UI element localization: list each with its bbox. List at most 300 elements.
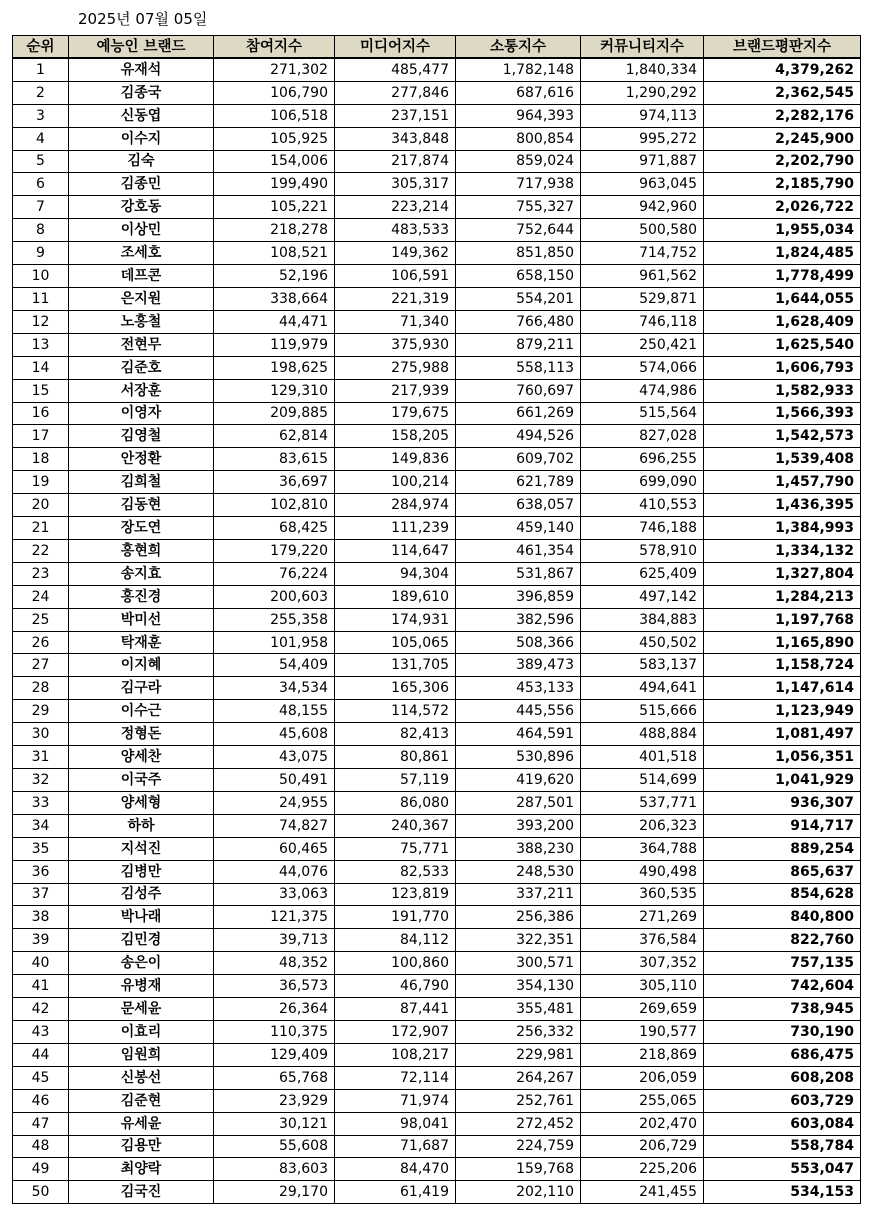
brand-reputation-cell: 1,955,034 — [704, 219, 861, 242]
brand-reputation-cell: 2,362,545 — [704, 81, 861, 104]
media-cell: 57,119 — [335, 769, 456, 792]
media-cell: 71,340 — [335, 310, 456, 333]
brand-reputation-cell: 2,245,900 — [704, 127, 861, 150]
brand-reputation-cell: 1,147,614 — [704, 677, 861, 700]
communication-cell: 354,130 — [456, 975, 581, 998]
brand-reputation-cell: 686,475 — [704, 1043, 861, 1066]
community-cell: 190,577 — [581, 1020, 704, 1043]
communication-cell: 256,386 — [456, 906, 581, 929]
rank-cell: 14 — [13, 356, 69, 379]
communication-cell: 717,938 — [456, 173, 581, 196]
rank-cell: 8 — [13, 219, 69, 242]
brand-name-cell: 이지혜 — [69, 654, 214, 677]
media-cell: 61,419 — [335, 1181, 456, 1204]
community-cell: 225,206 — [581, 1158, 704, 1181]
brand-reputation-cell: 1,436,395 — [704, 494, 861, 517]
participation-cell: 30,121 — [214, 1112, 335, 1135]
community-cell: 699,090 — [581, 471, 704, 494]
brand-reputation-cell: 1,081,497 — [704, 723, 861, 746]
table-row — [13, 906, 861, 929]
media-cell: 84,112 — [335, 929, 456, 952]
media-cell: 84,470 — [335, 1158, 456, 1181]
table-row — [13, 356, 861, 379]
communication-cell: 687,616 — [456, 81, 581, 104]
rank-cell: 42 — [13, 998, 69, 1021]
brand-reputation-cell: 2,185,790 — [704, 173, 861, 196]
media-cell: 82,413 — [335, 723, 456, 746]
table-row — [13, 929, 861, 952]
community-cell: 583,137 — [581, 654, 704, 677]
community-cell: 241,455 — [581, 1181, 704, 1204]
communication-cell: 554,201 — [456, 287, 581, 310]
participation-cell: 108,521 — [214, 242, 335, 265]
community-cell: 995,272 — [581, 127, 704, 150]
brand-reputation-cell: 608,208 — [704, 1066, 861, 1089]
brand-reputation-cell: 1,197,768 — [704, 608, 861, 631]
media-cell: 221,319 — [335, 287, 456, 310]
participation-cell: 55,608 — [214, 1135, 335, 1158]
participation-cell: 62,814 — [214, 425, 335, 448]
participation-cell: 60,465 — [214, 837, 335, 860]
media-cell: 114,647 — [335, 539, 456, 562]
community-cell: 963,045 — [581, 173, 704, 196]
brand-name-cell: 박나래 — [69, 906, 214, 929]
participation-cell: 119,979 — [214, 333, 335, 356]
brand-reputation-cell: 1,542,573 — [704, 425, 861, 448]
brand-reputation-cell: 558,784 — [704, 1135, 861, 1158]
brand-reputation-cell: 1,165,890 — [704, 631, 861, 654]
community-cell: 250,421 — [581, 333, 704, 356]
table-row — [13, 1020, 861, 1043]
table-row — [13, 723, 861, 746]
participation-cell: 199,490 — [214, 173, 335, 196]
rank-cell: 30 — [13, 723, 69, 746]
community-cell: 514,699 — [581, 769, 704, 792]
brand-name-cell: 김민경 — [69, 929, 214, 952]
participation-cell: 65,768 — [214, 1066, 335, 1089]
media-cell: 284,974 — [335, 494, 456, 517]
brand-name-cell: 김종민 — [69, 173, 214, 196]
communication-cell: 760,697 — [456, 379, 581, 402]
rank-cell: 11 — [13, 287, 69, 310]
community-cell: 271,269 — [581, 906, 704, 929]
media-cell: 105,065 — [335, 631, 456, 654]
table-row — [13, 402, 861, 425]
participation-cell: 101,958 — [214, 631, 335, 654]
rank-cell: 10 — [13, 265, 69, 288]
communication-cell: 229,981 — [456, 1043, 581, 1066]
rank-cell: 35 — [13, 837, 69, 860]
media-cell: 111,239 — [335, 517, 456, 540]
header-row — [13, 36, 861, 59]
brand-reputation-cell: 1,625,540 — [704, 333, 861, 356]
media-cell: 483,533 — [335, 219, 456, 242]
community-cell: 971,887 — [581, 150, 704, 173]
brand-name-cell: 정형돈 — [69, 723, 214, 746]
media-cell: 275,988 — [335, 356, 456, 379]
participation-cell: 74,827 — [214, 814, 335, 837]
brand-name-cell: 김준호 — [69, 356, 214, 379]
media-cell: 158,205 — [335, 425, 456, 448]
brand-name-cell: 김숙 — [69, 150, 214, 173]
communication-cell: 248,530 — [456, 860, 581, 883]
rank-cell: 48 — [13, 1135, 69, 1158]
community-cell: 384,883 — [581, 608, 704, 631]
brand-name-cell: 문세윤 — [69, 998, 214, 1021]
table-row — [13, 539, 861, 562]
participation-cell: 52,196 — [214, 265, 335, 288]
brand-name-cell: 김국진 — [69, 1181, 214, 1204]
brand-reputation-cell: 1,123,949 — [704, 700, 861, 723]
participation-cell: 83,615 — [214, 448, 335, 471]
communication-cell: 464,591 — [456, 723, 581, 746]
brand-name-cell: 데프콘 — [69, 265, 214, 288]
communication-cell: 766,480 — [456, 310, 581, 333]
participation-cell: 154,006 — [214, 150, 335, 173]
brand-name-cell: 장도연 — [69, 517, 214, 540]
rank-cell: 22 — [13, 539, 69, 562]
table-row — [13, 746, 861, 769]
communication-cell: 453,133 — [456, 677, 581, 700]
rank-cell: 43 — [13, 1020, 69, 1043]
communication-cell: 755,327 — [456, 196, 581, 219]
brand-name-cell: 김동현 — [69, 494, 214, 517]
table-row — [13, 127, 861, 150]
table-row — [13, 425, 861, 448]
participation-cell: 105,221 — [214, 196, 335, 219]
table-row — [13, 310, 861, 333]
header-participation: 참여지수 — [214, 36, 335, 59]
rank-cell: 27 — [13, 654, 69, 677]
table-row — [13, 81, 861, 104]
communication-cell: 256,332 — [456, 1020, 581, 1043]
community-cell: 307,352 — [581, 952, 704, 975]
brand-name-cell: 탁재훈 — [69, 631, 214, 654]
brand-reputation-cell: 1,824,485 — [704, 242, 861, 265]
brand-name-cell: 임원희 — [69, 1043, 214, 1066]
media-cell: 114,572 — [335, 700, 456, 723]
table-row — [13, 471, 861, 494]
community-cell: 974,113 — [581, 104, 704, 127]
community-cell: 202,470 — [581, 1112, 704, 1135]
community-cell: 305,110 — [581, 975, 704, 998]
community-cell: 490,498 — [581, 860, 704, 883]
brand-name-cell: 김구라 — [69, 677, 214, 700]
participation-cell: 200,603 — [214, 585, 335, 608]
media-cell: 80,861 — [335, 746, 456, 769]
community-cell: 746,188 — [581, 517, 704, 540]
brand-reputation-cell: 889,254 — [704, 837, 861, 860]
community-cell: 376,584 — [581, 929, 704, 952]
community-cell: 474,986 — [581, 379, 704, 402]
table-row — [13, 631, 861, 654]
community-cell: 494,641 — [581, 677, 704, 700]
rank-cell: 26 — [13, 631, 69, 654]
participation-cell: 83,603 — [214, 1158, 335, 1181]
brand-name-cell: 송은이 — [69, 952, 214, 975]
table-row — [13, 769, 861, 792]
rank-cell: 32 — [13, 769, 69, 792]
brand-name-cell: 유세윤 — [69, 1112, 214, 1135]
brand-reputation-cell: 1,566,393 — [704, 402, 861, 425]
community-cell: 450,502 — [581, 631, 704, 654]
brand-name-cell: 김병만 — [69, 860, 214, 883]
brand-name-cell: 이수지 — [69, 127, 214, 150]
communication-cell: 752,644 — [456, 219, 581, 242]
brand-reputation-cell: 1,158,724 — [704, 654, 861, 677]
community-cell: 364,788 — [581, 837, 704, 860]
rank-cell: 7 — [13, 196, 69, 219]
participation-cell: 68,425 — [214, 517, 335, 540]
table-row — [13, 242, 861, 265]
brand-name-cell: 김희철 — [69, 471, 214, 494]
participation-cell: 271,302 — [214, 58, 335, 81]
rank-cell: 13 — [13, 333, 69, 356]
rank-cell: 46 — [13, 1089, 69, 1112]
rank-cell: 49 — [13, 1158, 69, 1181]
header-media: 미디어지수 — [335, 36, 456, 59]
rank-cell: 50 — [13, 1181, 69, 1204]
media-cell: 191,770 — [335, 906, 456, 929]
communication-cell: 658,150 — [456, 265, 581, 288]
media-cell: 179,675 — [335, 402, 456, 425]
brand-name-cell: 이상민 — [69, 219, 214, 242]
community-cell: 574,066 — [581, 356, 704, 379]
table-row — [13, 1181, 861, 1204]
community-cell: 529,871 — [581, 287, 704, 310]
community-cell: 206,323 — [581, 814, 704, 837]
media-cell: 71,687 — [335, 1135, 456, 1158]
brand-reputation-cell: 534,153 — [704, 1181, 861, 1204]
brand-reputation-cell: 1,606,793 — [704, 356, 861, 379]
media-cell: 305,317 — [335, 173, 456, 196]
participation-cell: 209,885 — [214, 402, 335, 425]
participation-cell: 43,075 — [214, 746, 335, 769]
media-cell: 87,441 — [335, 998, 456, 1021]
community-cell: 206,059 — [581, 1066, 704, 1089]
participation-cell: 218,278 — [214, 219, 335, 242]
communication-cell: 609,702 — [456, 448, 581, 471]
communication-cell: 461,354 — [456, 539, 581, 562]
table-row — [13, 562, 861, 585]
rank-cell: 33 — [13, 791, 69, 814]
header-brand: 예능인 브랜드 — [69, 36, 214, 59]
communication-cell: 530,896 — [456, 746, 581, 769]
rank-cell: 34 — [13, 814, 69, 837]
brand-name-cell: 양세형 — [69, 791, 214, 814]
participation-cell: 179,220 — [214, 539, 335, 562]
rank-cell: 18 — [13, 448, 69, 471]
communication-cell: 300,571 — [456, 952, 581, 975]
table-row — [13, 494, 861, 517]
brand-name-cell: 이수근 — [69, 700, 214, 723]
community-cell: 488,884 — [581, 723, 704, 746]
media-cell: 86,080 — [335, 791, 456, 814]
communication-cell: 287,501 — [456, 791, 581, 814]
brand-reputation-cell: 2,202,790 — [704, 150, 861, 173]
participation-cell: 44,076 — [214, 860, 335, 883]
media-cell: 75,771 — [335, 837, 456, 860]
table-row — [13, 150, 861, 173]
rank-cell: 28 — [13, 677, 69, 700]
brand-name-cell: 안정환 — [69, 448, 214, 471]
participation-cell: 34,534 — [214, 677, 335, 700]
media-cell: 71,974 — [335, 1089, 456, 1112]
participation-cell: 29,170 — [214, 1181, 335, 1204]
participation-cell: 24,955 — [214, 791, 335, 814]
brand-name-cell: 유병재 — [69, 975, 214, 998]
rank-cell: 12 — [13, 310, 69, 333]
communication-cell: 851,850 — [456, 242, 581, 265]
brand-name-cell: 전현무 — [69, 333, 214, 356]
brand-name-cell: 이국주 — [69, 769, 214, 792]
rank-cell: 17 — [13, 425, 69, 448]
communication-cell: 202,110 — [456, 1181, 581, 1204]
communication-cell: 621,789 — [456, 471, 581, 494]
community-cell: 714,752 — [581, 242, 704, 265]
participation-cell: 36,573 — [214, 975, 335, 998]
media-cell: 131,705 — [335, 654, 456, 677]
brand-reputation-cell: 1,041,929 — [704, 769, 861, 792]
rank-cell: 25 — [13, 608, 69, 631]
brand-reputation-cell: 854,628 — [704, 883, 861, 906]
communication-cell: 252,761 — [456, 1089, 581, 1112]
brand-reputation-cell: 1,457,790 — [704, 471, 861, 494]
table-row — [13, 1066, 861, 1089]
brand-reputation-cell: 840,800 — [704, 906, 861, 929]
brand-name-cell: 강호동 — [69, 196, 214, 219]
media-cell: 100,860 — [335, 952, 456, 975]
brand-reputation-cell: 914,717 — [704, 814, 861, 837]
communication-cell: 419,620 — [456, 769, 581, 792]
table-row — [13, 265, 861, 288]
communication-cell: 355,481 — [456, 998, 581, 1021]
community-cell: 401,518 — [581, 746, 704, 769]
brand-reputation-cell: 2,026,722 — [704, 196, 861, 219]
communication-cell: 388,230 — [456, 837, 581, 860]
community-cell: 537,771 — [581, 791, 704, 814]
brand-reputation-cell: 1,327,804 — [704, 562, 861, 585]
media-cell: 108,217 — [335, 1043, 456, 1066]
table-row — [13, 58, 861, 81]
media-cell: 123,819 — [335, 883, 456, 906]
table-row — [13, 654, 861, 677]
rank-cell: 39 — [13, 929, 69, 952]
table-row — [13, 1089, 861, 1112]
media-cell: 98,041 — [335, 1112, 456, 1135]
communication-cell: 445,556 — [456, 700, 581, 723]
communication-cell: 879,211 — [456, 333, 581, 356]
brand-reputation-cell: 1,334,132 — [704, 539, 861, 562]
media-cell: 149,836 — [335, 448, 456, 471]
participation-cell: 102,810 — [214, 494, 335, 517]
rank-cell: 6 — [13, 173, 69, 196]
community-cell: 696,255 — [581, 448, 704, 471]
participation-cell: 106,790 — [214, 81, 335, 104]
community-cell: 360,535 — [581, 883, 704, 906]
brand-name-cell: 홍진경 — [69, 585, 214, 608]
table-row — [13, 1158, 861, 1181]
rank-cell: 4 — [13, 127, 69, 150]
community-cell: 497,142 — [581, 585, 704, 608]
media-cell: 100,214 — [335, 471, 456, 494]
communication-cell: 322,351 — [456, 929, 581, 952]
table-row — [13, 975, 861, 998]
brand-reputation-cell: 822,760 — [704, 929, 861, 952]
table-row — [13, 333, 861, 356]
rank-cell: 23 — [13, 562, 69, 585]
brand-reputation-cell: 1,644,055 — [704, 287, 861, 310]
rank-cell: 2 — [13, 81, 69, 104]
brand-reputation-cell: 1,056,351 — [704, 746, 861, 769]
rank-cell: 38 — [13, 906, 69, 929]
community-cell: 827,028 — [581, 425, 704, 448]
communication-cell: 224,759 — [456, 1135, 581, 1158]
brand-name-cell: 김영철 — [69, 425, 214, 448]
participation-cell: 26,364 — [214, 998, 335, 1021]
community-cell: 500,580 — [581, 219, 704, 242]
brand-reputation-cell: 553,047 — [704, 1158, 861, 1181]
participation-cell: 110,375 — [214, 1020, 335, 1043]
media-cell: 174,931 — [335, 608, 456, 631]
brand-reputation-cell: 4,379,262 — [704, 58, 861, 81]
community-cell: 1,290,292 — [581, 81, 704, 104]
table-row — [13, 608, 861, 631]
participation-cell: 76,224 — [214, 562, 335, 585]
media-cell: 485,477 — [335, 58, 456, 81]
brand-name-cell: 유재석 — [69, 58, 214, 81]
report-date: 2025년 07월 05일 — [78, 10, 208, 28]
rank-cell: 24 — [13, 585, 69, 608]
brand-reputation-cell: 742,604 — [704, 975, 861, 998]
rank-cell: 41 — [13, 975, 69, 998]
participation-cell: 105,925 — [214, 127, 335, 150]
brand-reputation-table — [12, 35, 861, 1204]
rank-cell: 29 — [13, 700, 69, 723]
participation-cell: 36,697 — [214, 471, 335, 494]
brand-name-cell: 이영자 — [69, 402, 214, 425]
brand-reputation-cell: 1,582,933 — [704, 379, 861, 402]
participation-cell: 23,929 — [214, 1089, 335, 1112]
table-row — [13, 860, 861, 883]
header-community: 커뮤니티지수 — [581, 36, 704, 59]
participation-cell: 121,375 — [214, 906, 335, 929]
participation-cell: 50,491 — [214, 769, 335, 792]
brand-name-cell: 김종국 — [69, 81, 214, 104]
rank-cell: 37 — [13, 883, 69, 906]
communication-cell: 1,782,148 — [456, 58, 581, 81]
brand-reputation-cell: 1,628,409 — [704, 310, 861, 333]
table-row — [13, 883, 861, 906]
brand-reputation-cell: 730,190 — [704, 1020, 861, 1043]
communication-cell: 508,366 — [456, 631, 581, 654]
media-cell: 106,591 — [335, 265, 456, 288]
brand-reputation-cell: 2,282,176 — [704, 104, 861, 127]
table-row — [13, 677, 861, 700]
table-row — [13, 814, 861, 837]
rank-cell: 40 — [13, 952, 69, 975]
communication-cell: 494,526 — [456, 425, 581, 448]
brand-reputation-cell: 865,637 — [704, 860, 861, 883]
rank-cell: 1 — [13, 58, 69, 81]
table-row — [13, 791, 861, 814]
header-brand-reputation: 브랜드평판지수 — [704, 36, 861, 59]
table-row — [13, 952, 861, 975]
brand-name-cell: 신동엽 — [69, 104, 214, 127]
communication-cell: 393,200 — [456, 814, 581, 837]
media-cell: 217,874 — [335, 150, 456, 173]
media-cell: 217,939 — [335, 379, 456, 402]
